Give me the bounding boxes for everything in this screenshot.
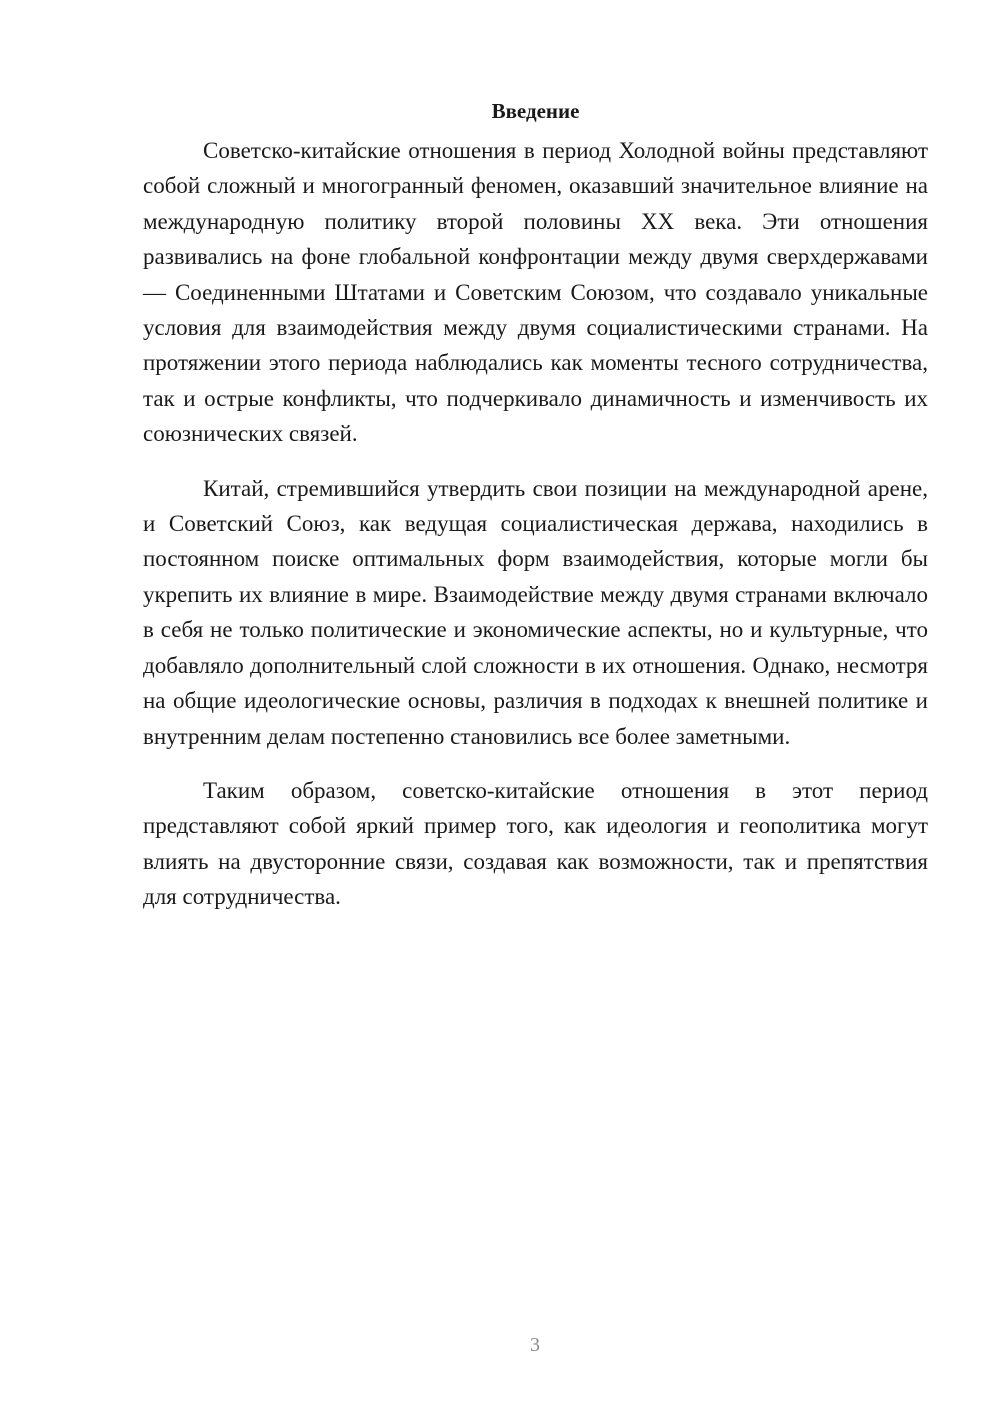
paragraph-2: Китай, стремившийся утвердить свои позиции на международной арене, и Советский Союз, как ведущая социалистическая держава, находились в постоянном поиске оптимальных форм взаимодействия, которые могли бы укрепить их влияние в мире. Взаимодействие между двумя странами включало в себя не только политические и экономические аспекты, но и культурные, что добавляло дополнительный слой сложности в их отношения. Однако, несмотря на общие идеологические основы, различия в подходах к внешней политике и внутренним делам постепенно становились все более заметными.	[143, 475, 928, 749]
paragraph-3: Таким образом, советско-китайские отношения в этот период представляют собой яркий пример того, как идеология и геополитика могут влиять на двусторонние связи, создавая как возможности, так и препятствия для сотрудничества.	[143, 777, 928, 910]
section-title: Введение	[491, 99, 580, 123]
page-content	[143, 94, 928, 915]
paragraph-1: Советско-китайские отношения в период Холодной войны представляют собой сложный и многогранный феномен, оказавший значительное влияние на международную политику второй половины XX века. Эти отношения развивались на фоне глобальной конфронтации между двумя сверхдержавами — Соединенными Штатами и Советским Союзом, что создавало уникальные условия для взаимодействия между двумя социалистическими странами. На протяжении этого периода наблюдались как моменты тесного сотрудничества, так и острые конфликты, что подчеркивало динамичность и изменчивость их союзнических связей.	[143, 138, 928, 447]
page-number: 3	[530, 1334, 540, 1356]
